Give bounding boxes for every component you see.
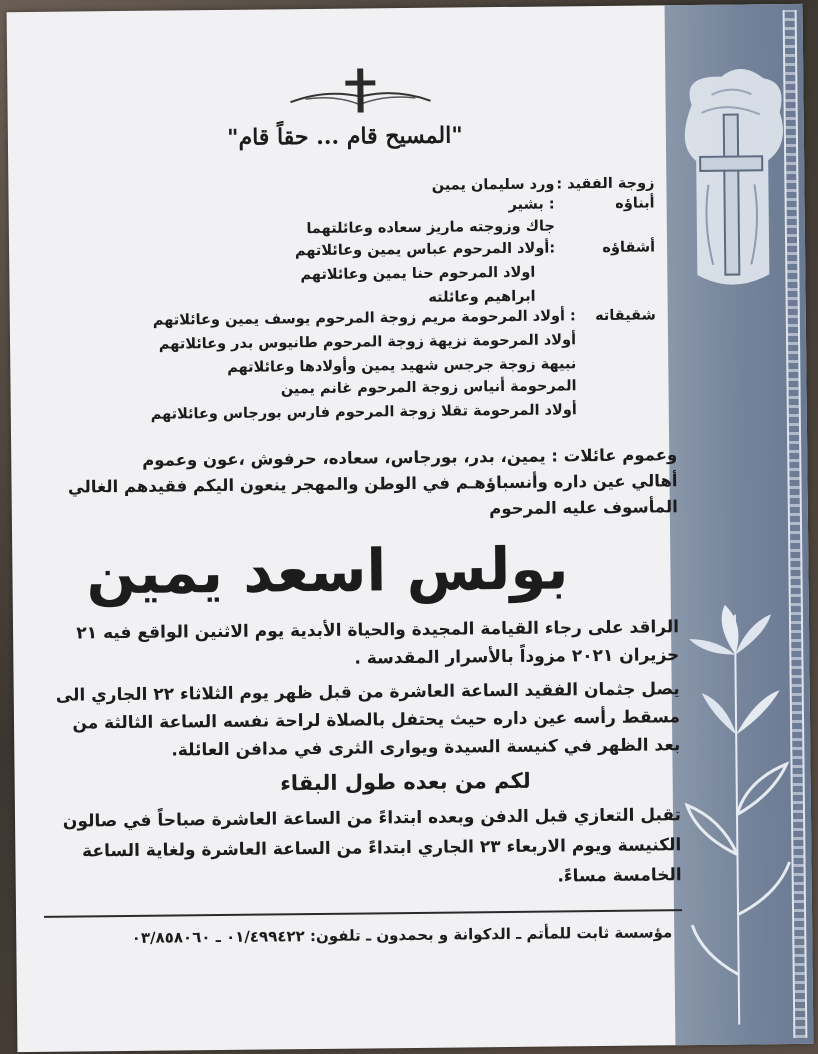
deceased-name: بولس اسعد يمين <box>86 534 569 608</box>
body-line: يصل جثمان الفقيد الساعة العاشرة من قبل ظهر يوم الثلاثاء ٢٢ الجاري الى <box>55 679 680 706</box>
family-label-wife: زوجة الفقيد : <box>556 175 655 193</box>
condolence-heading: لكم من بعده طول البقاء <box>279 768 531 796</box>
obituary-card <box>7 4 814 1052</box>
body-line: بعد الظهر في كنيسة السيدة ويوارى الثرى في مدافن العائلة. <box>171 735 681 761</box>
family-line: نبيهة زوجة جرجس شهيد يمين وأولادها وعائلاتهم <box>227 356 577 376</box>
lily-flower-icon <box>675 594 799 1025</box>
family-line: : أولاد المرحومة مريم زوجة المرحوم يوسف يمين وعائلاتهم <box>152 308 576 329</box>
family-line: :أولاد المرحوم عباس يمين وعائلاتهم <box>294 240 556 260</box>
condolence-line: الخامسة مساءً. <box>557 865 682 887</box>
announcement-line: أهالي عين داره وأنسباؤهـم في الوطن والمهجر ينعون اليكم فقيدهم الغالي <box>67 471 678 497</box>
body-line: حزيران ٢٠٢١ مزوداً بالأسرار المقدسة . <box>354 645 680 669</box>
family-line: اولاد المرحوم حنا يمين وعائلاتهم <box>300 264 536 284</box>
family-line: المرحومة أنياس زوجة المرحوم غانم يمين <box>280 378 577 398</box>
family-line: أولاد المرحومة نزيهة زوجة المرحوم طانيوس بدر وعائلاتهم <box>158 332 577 353</box>
condolence-line: تقبل التعازي قبل الدفن وبعده ابتداءً من الساعة العاشرة صباحاً في صالون <box>62 805 682 832</box>
cross-emblem-icon <box>671 64 792 305</box>
family-label-sisters: شقيقاته <box>594 307 656 325</box>
family-label-sons: أبناؤه <box>615 195 655 212</box>
announcement-line: المأسوف عليه المرحوم <box>489 497 678 519</box>
footer-funeral-home: مؤسسة ثابت للمأتم ـ الدكوانة و بحمدون ـ تلفون: ٠١/٤٩٩٤٢٢ ـ ٠٣/٨٥٨٠٦٠ <box>131 923 673 947</box>
body-line: مسقط رأسه عين داره حيث يحتفل بالصلاة لراحة نفسه الساعة الثالثة من <box>72 707 681 734</box>
footer-divider <box>44 909 682 918</box>
condolence-line: الكنيسة ويوم الاربعاء ٢٣ الجاري ابتداءً من الساعة العاشرة ولغاية الساعة <box>82 835 682 862</box>
family-line: : بشير <box>508 196 555 213</box>
family-line: ابراهيم وعائلته <box>428 288 536 306</box>
announcement-content <box>35 5 682 1051</box>
announcement-line: وعموم عائلات : يمين، بدر، بورجاس، سعاده، حرفوش ،عون وعموم <box>142 445 678 470</box>
family-label-brothers: أشقاؤه <box>602 239 656 256</box>
header-cross-icon <box>285 66 436 118</box>
family-line: ورد سليمان يمين <box>431 176 555 194</box>
decorative-side-band <box>665 4 814 1045</box>
family-line: أولاد المرحومة تقلا زوجة المرحوم فارس بورجاس وعائلاتهم <box>150 402 577 423</box>
motto-heading: "المسيح قام ... حقاً قام" <box>226 122 463 151</box>
body-line: الراقد على رجاء القيامة المجيدة والحياة الأبدية يوم الاثنين الواقع فيه ٢١ <box>76 617 680 644</box>
family-line: جاك وزوجته ماريز سعاده وعائلتهما <box>306 218 555 238</box>
